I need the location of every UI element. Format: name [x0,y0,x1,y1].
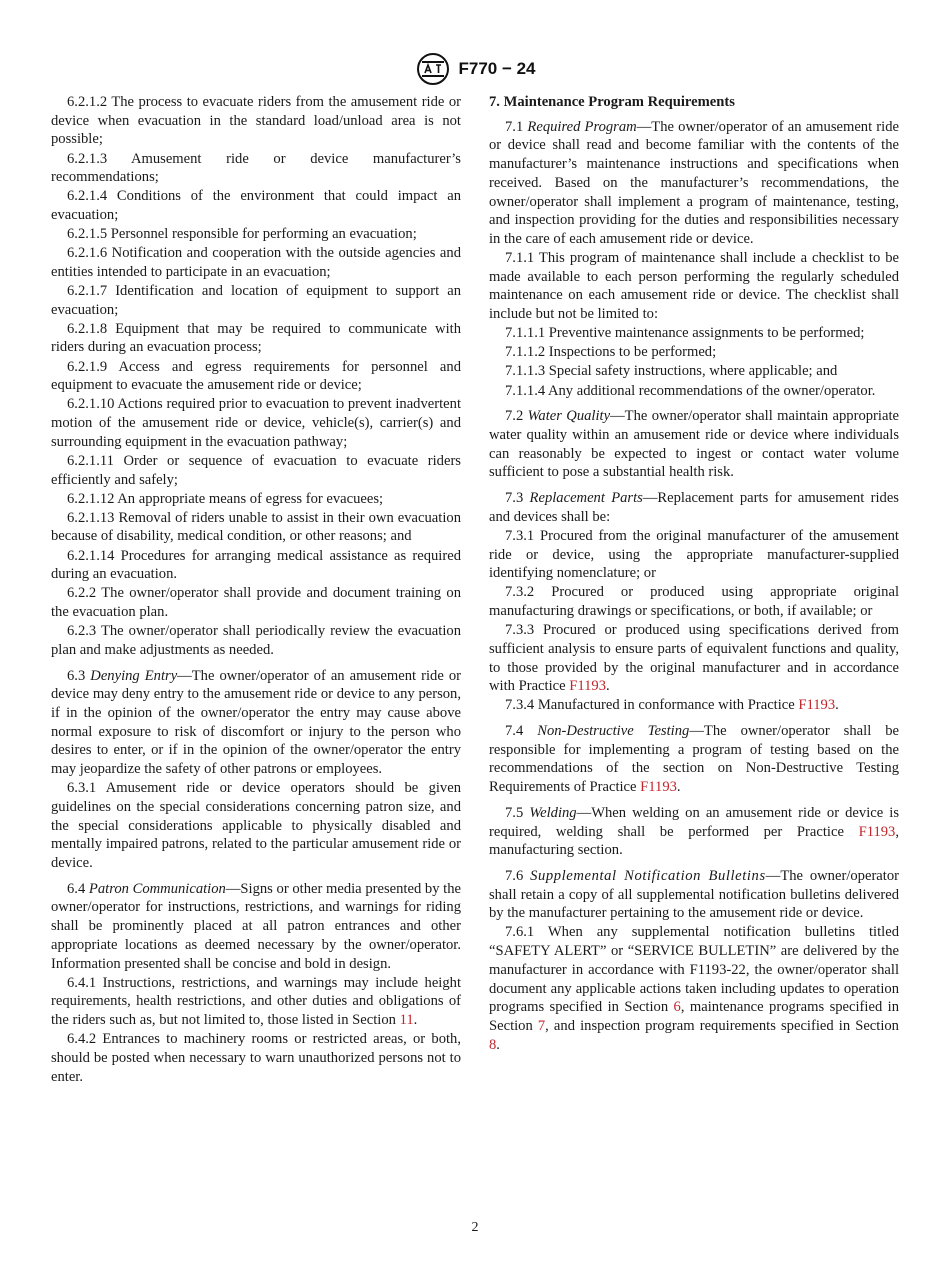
f1193-link[interactable]: F1193 [569,678,607,695]
paragraph-end: , manufacturing section. [489,823,899,859]
section-text: —When welding on an amusement ride or device is required, welding shall be performed per Practice [489,804,899,840]
paragraph-text: , maintenance programs specified in Section [489,999,899,1034]
section-title: Supplemental Notification Bulletins [530,867,766,884]
paragraph: 6.2.1.10 Actions required prior to evacuation to prevent inadvertent motion of the amusement ride or device, vehicle(s), carrier(s) and surrounding equipment in the evacuation pathway; [51,396,461,450]
paragraph-end: . [606,678,610,695]
paragraph: 6.3.1 Amusement ride or device operators should be given guidelines on the special considerations concerning patron size, and the special considerations applicable to physically disabled and mentally impaired patrons, related to the particular amusement ride or device. [51,780,461,871]
section-11-link[interactable]: 11 [399,1012,414,1028]
left-column [51,93,461,1087]
section-number: 7.6 [505,867,524,884]
paragraph-end: . [496,1036,500,1053]
paragraph: 7.3.2 Procured or produced using appropriate original manufacturing drawings or specifications, or both, if available; or [489,584,899,620]
section-6-link[interactable]: 6 [673,999,681,1016]
section-number: 6.4 [67,880,86,897]
paragraph: 7.1.1 This program of maintenance shall include a checklist to be made available to each person performing the regularly scheduled maintenance on each amusement ride or device. The checklist shall include but not be limited to: [489,250,899,323]
paragraph-non-destructive-testing [489,722,899,797]
paragraph: 6.2.1.14 Procedures for arranging medical assistance as required during an evacuation. [51,547,461,583]
paragraph: 6.2.1.12 An appropriate means of egress for evacuees; [67,490,384,507]
section-number: 7.1 [505,118,524,135]
paragraph-replacement-parts [489,489,899,526]
section-title: Required Program [527,118,637,135]
section-number: 7.3 [505,490,524,507]
paragraph: 6.2.1.8 Equipment that may be required to communicate with riders during an evacuation process; [51,320,461,356]
page-number: 2 [471,1220,479,1235]
paragraph: 7.1.1.2 Inspections to be performed; [505,344,717,361]
section-title: Replacement Parts [529,490,643,507]
section-text: —The owner/operator shall retain a copy of all supplemental notification bulletins delivered by the manufacturer pertaining to the amusement ride or device. [489,867,899,922]
section-text: —Signs or other media presented by the owner/operator for instructions, restrictions, and warnings for riding shall be prominently placed at all patron entrances and other appropriate locations as deemed necessary by the owner/operator. Information presented shall be concise and bold in design. [51,880,461,972]
document-id: F770 − 24 [458,59,536,78]
paragraph-text: , and inspection program requirements specified in Section [545,1017,899,1034]
paragraph [51,974,461,1030]
section-title: Patron Communication [88,880,226,897]
paragraph: 6.2.1.2 The process to evacuate riders from the amusement ride or device when evacuation in the standard load/unload area is not possible; [51,94,461,148]
paragraph: 6.2.1.9 Access and egress requirements for personnel and equipment to evacuate the amusement ride or device; [51,358,461,394]
f1193-link[interactable]: F1193 [640,779,677,796]
section-number: 6.3 [67,667,86,684]
paragraph: 6.2.1.7 Identification and location of equipment to support an evacuation; [51,282,461,318]
paragraph-required-program [489,118,899,249]
paragraph: 7.3.1 Procured from the original manufacturer of the amusement ride or device, using the appropriate manufacturer-supplied identifying nomenclature; or [489,527,899,582]
astm-logo-icon [414,52,452,86]
section-number: 7.5 [505,804,524,821]
section-8-link[interactable]: 8 [489,1036,497,1053]
paragraph-text: 7.3.3 Procured or produced using specifications derived from sufficient analysis to ensure parts of equivalent functions and quality, to those provided by the original manufacturer and in accordance with Practice [489,622,899,695]
paragraph-supplemental-bulletins [489,867,899,923]
section-text: —The owner/operator shall be responsible for implementing a program of testing based on the recommendations of the section on Non-Destructive Testing Requirements of Practice [489,723,899,796]
section-text: —The owner/operator of an amusement ride or device shall read and become familiar with the contents of the manufacturer’s maintenance instructions and specifications when received. Based on the manufacturer’s recommendations, the owner/operator shall implement a program of maintenance, testing, and inspection providing for the duties and responsibilities necessary in the care of each amusement ride or device. [489,118,899,247]
f1193-link[interactable]: F1193 [858,823,896,840]
page-header [0,52,950,86]
paragraph: 6.2.1.11 Order or sequence of evacuation to evacuate riders efficiently and safely; [51,452,461,488]
paragraph: 6.2.1.3 Amusement ride or device manufacturer’s recommendations; [51,150,461,186]
paragraph-end: . [835,697,839,714]
section-number: 7.2 [505,408,524,425]
section-7-link[interactable]: 7 [537,1017,546,1034]
paragraph [489,696,899,715]
paragraph [489,621,899,696]
section-title: Denying Entry [90,667,178,684]
section-title: Welding [529,804,577,821]
paragraph-denying-entry [51,667,461,779]
section-title: Water Quality [527,408,611,425]
paragraph-water-quality [489,407,899,482]
f1193-link[interactable]: F1193 [798,697,836,714]
paragraph-text: 7.3.4 Manufactured in conformance with Practice [505,697,799,714]
paragraph: 6.4.2 Entrances to machinery rooms or restricted areas, or both, should be posted when necessary to warn unauthorized persons not to enter. [51,1031,461,1085]
paragraph [489,923,899,1054]
section-text: —The owner/operator of an amusement ride or device may deny entry to the amusement ride or device to any person, if in the opinion of the owner/operator the entry may cause above normal exposure to risk of discomfort or injury to the person who desires to enter, or if in the opinion of the owner/operator the entry may jeopardize the safety of other patrons or employees. [51,667,461,778]
paragraph-text: 6.4.1 Instructions, restrictions, and warnings may include height requirements, health restrictions, and other duties and obligations of the riders such as, but not limited to, those listed in Section [51,974,461,1028]
paragraph: 6.2.3 The owner/operator shall periodically review the evacuation plan and make adjustments as needed. [51,623,461,658]
paragraph-text: 7.6.1 When any supplemental notification bulletins titled “SAFETY ALERT” or “SERVICE BULLETIN” are delivered by the manufacturer in accordance with F1193-22, the owner/operator shall document any applicable actions taken including updates to operation programs specified in Section [489,924,899,1016]
paragraph-patron-communication [51,880,461,974]
paragraph: 6.2.1.5 Personnel responsible for performing an evacuation; [67,226,417,243]
paragraph: 7.1.1.1 Preventive maintenance assignments to be performed; [505,325,865,342]
paragraph-end: . [413,1012,418,1028]
paragraph-welding [489,804,899,860]
paragraph: 6.2.1.13 Removal of riders unable to assist in their own evacuation because of disability, medical condition, or other reasons; and [51,509,461,545]
paragraph: 6.2.1.6 Notification and cooperation with the outside agencies and entities intended to participate in an evacuation; [51,245,461,280]
section-number: 7.4 [505,723,524,740]
section-text: —Replacement parts for amusement rides and devices shall be: [489,490,899,525]
section-text: —The owner/operator shall maintain appropriate water quality within an amusement ride or device where individuals can reasonably be expected to ingest or contact water volume sufficient to pose a substantial health risk. [489,408,899,481]
section-title: Non-Destructive Testing [537,723,690,740]
paragraph: 7.1.1.3 Special safety instructions, where applicable; and [505,363,838,380]
paragraph: 7.1.1.4 Any additional recommendations of the owner/operator. [505,382,876,399]
paragraph: 6.2.2 The owner/operator shall provide and document training on the evacuation plan. [51,585,461,621]
paragraph: 6.2.1.4 Conditions of the environment that could impact an evacuation; [51,188,461,223]
paragraph-end: . [676,779,681,796]
section-heading: 7. Maintenance Program Requirements [489,94,735,110]
right-column [489,93,899,1055]
